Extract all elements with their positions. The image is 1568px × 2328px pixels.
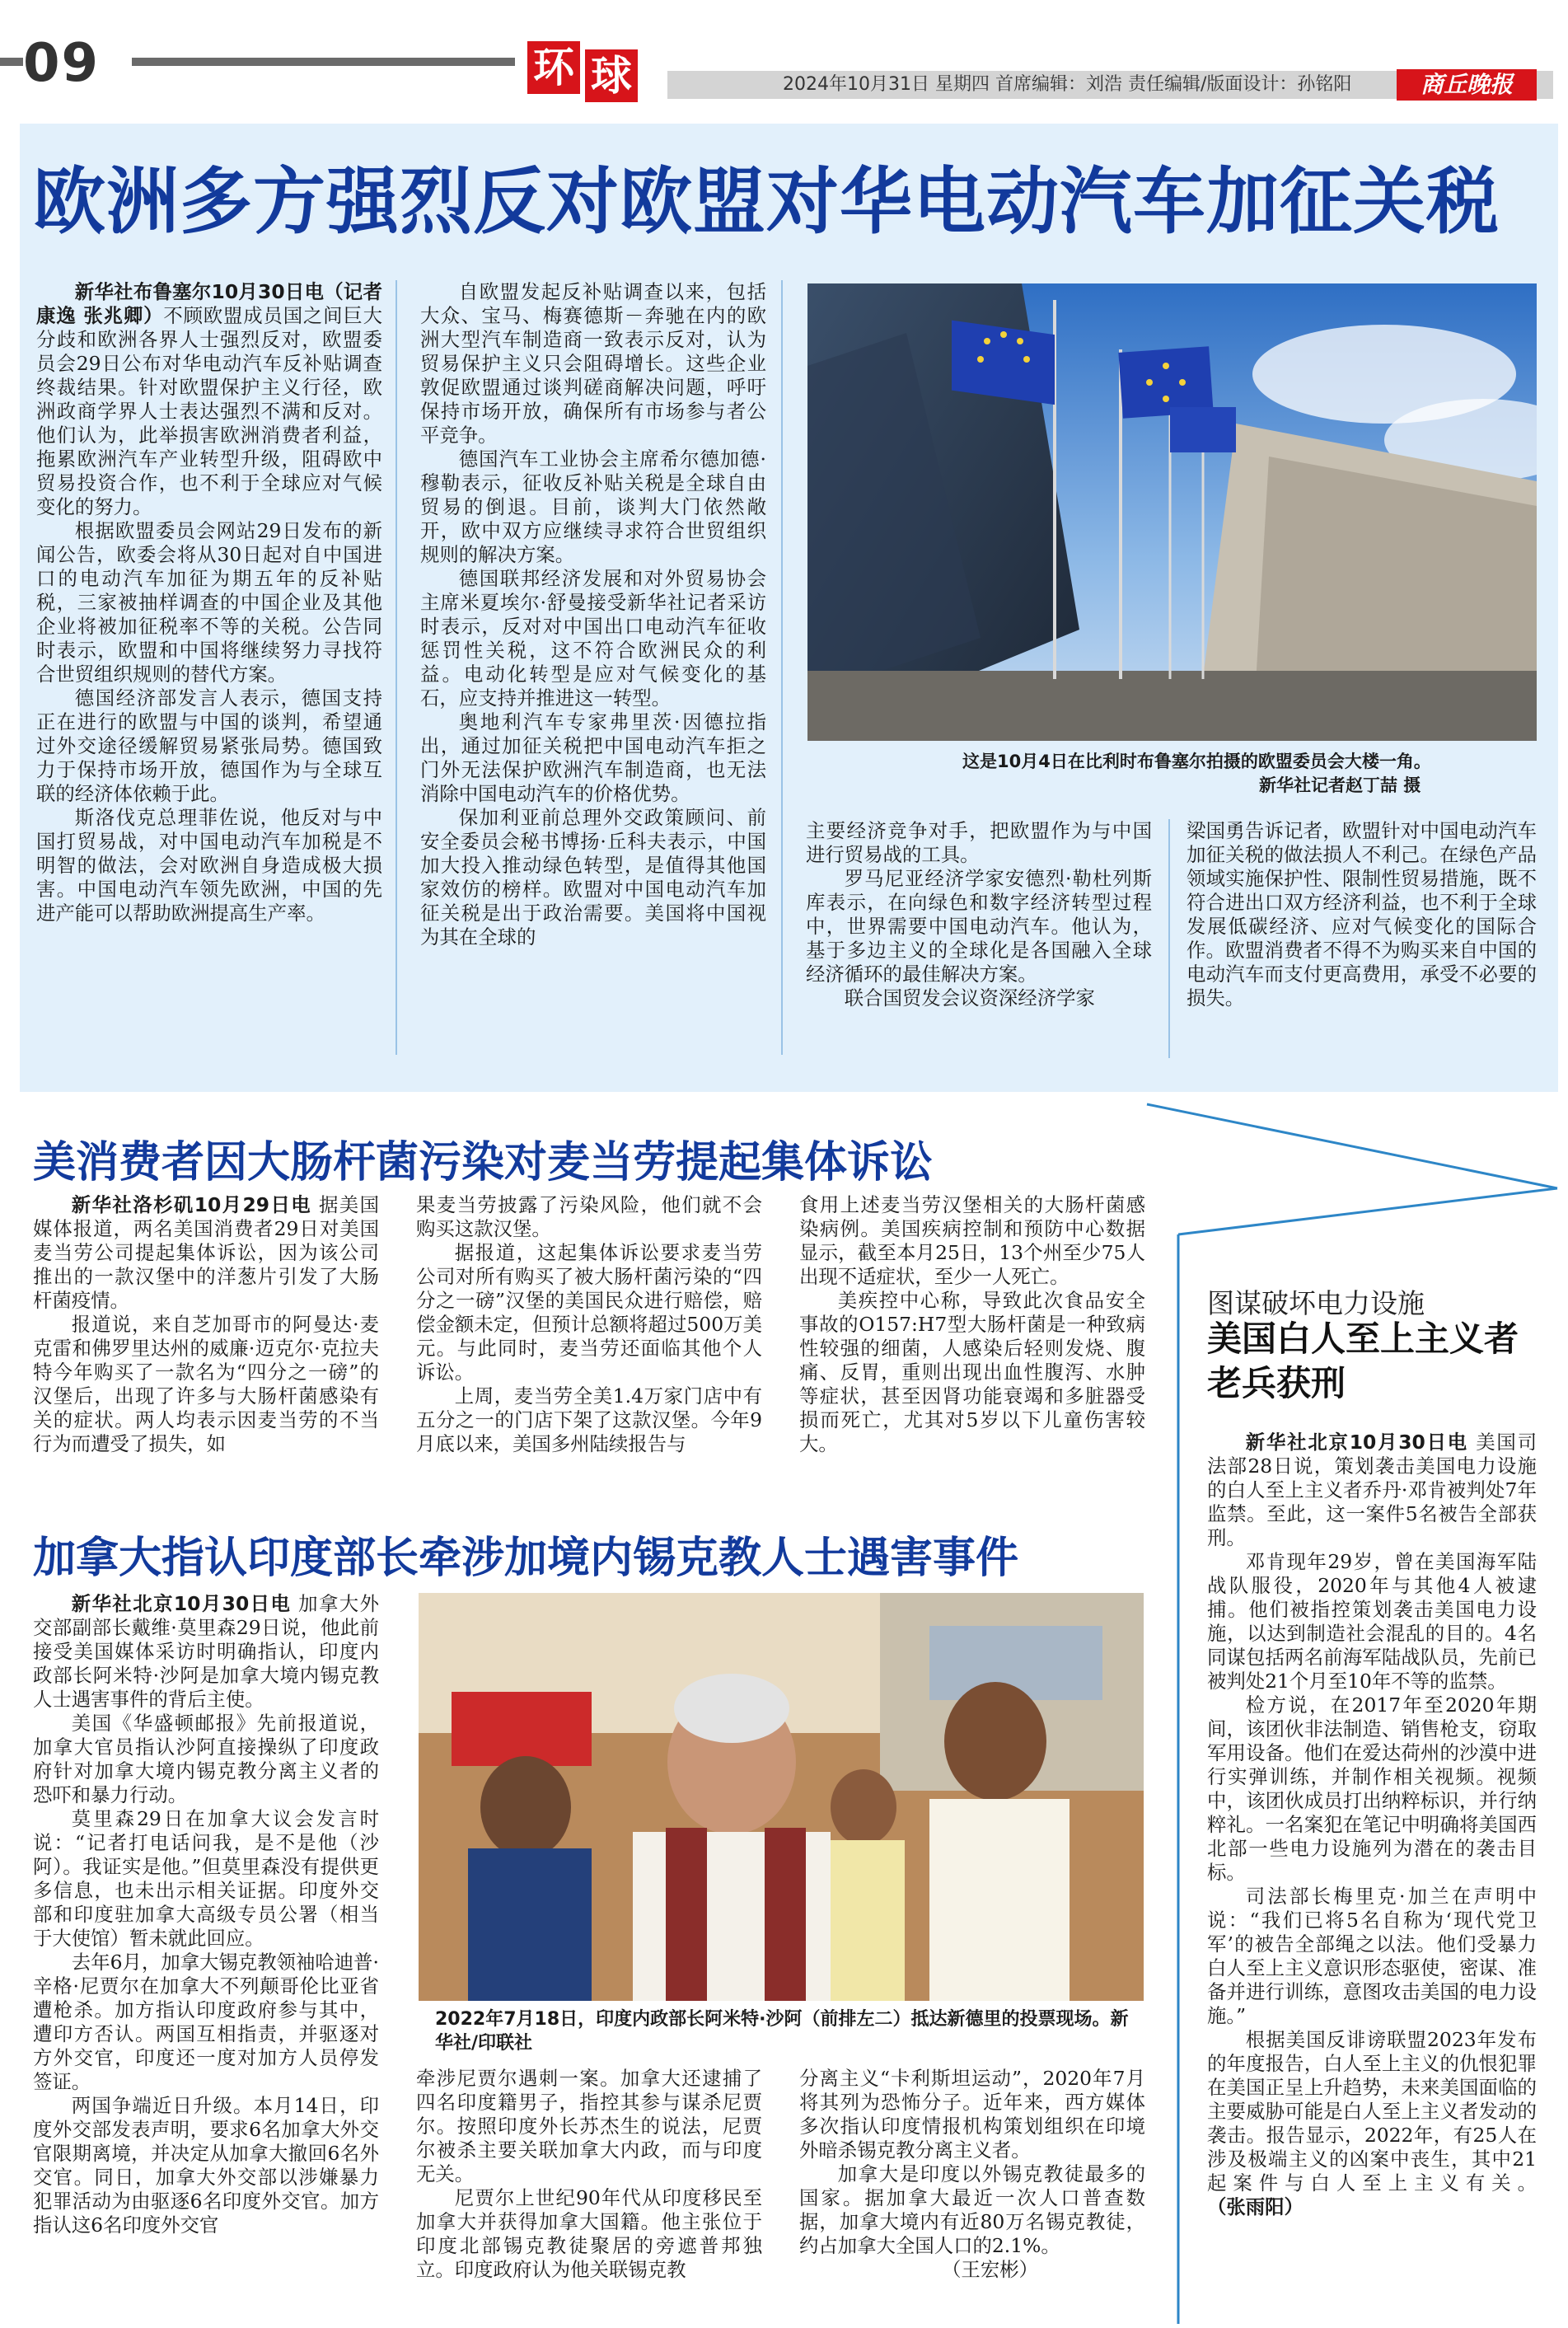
article3-paragraph: 美国《华盛顿邮报》先前报道说，加拿大官员指认沙阿直接操纵了印度政府针对加拿大境内锡克教分离主义者的恐吓和暴力行动。 [33, 1712, 379, 1806]
article1-paragraph: 奥地利汽车专家弗里茨·因德拉指出，通过加征关税把中国电动汽车拒之门外无法保护欧洲汽车制造商，也无法消除中国电动汽车的价格优势。 [420, 710, 766, 805]
article1-paragraph: 德国汽车工业协会主席希尔德加德·穆勒表示，征收反补贴关税是全球自由贸易的倒退。目前，谈判大门依然敞开，欧中双方应继续寻求符合世贸组织规则的解决方案。 [420, 447, 766, 566]
article1-paragraph: 自欧盟发起反补贴调查以来，包括大众、宝马、梅赛德斯－奔驰在内的欧洲大型汽车制造商一致表示反对，认为贸易保护主义只会阻碍增长。这些企业敦促欧盟通过谈判磋商解决问题，呼吁保持市场开放，确保所有市场参与者公平竞争。 [420, 280, 766, 447]
article1-paragraph: 联合国贸发会议资深经济学家 [844, 986, 1095, 1009]
article1-paragraph: 保加利亚前总理外交政策顾问、前安全委员会秘书博扬·丘科夫表示，中国加大投入推动绿色转型，是值得其他国家效仿的榜样。欧盟对中国电动汽车加征关税是出于政治需要。美国将中国视为其在全球的 [420, 806, 766, 949]
headline-line: 老兵获刑 [1207, 1363, 1346, 1403]
article3-paragraph: 牵涉尼贾尔遇刺一案。加拿大还逮捕了四名印度籍男子，指控其参与谋杀尼贾尔。按照印度外长苏杰生的说法，尼贾尔被杀主要关联加拿大内政，而与印度无关。 [416, 2067, 762, 2185]
article1-paragraph: 德国联邦经济发展和对外贸易协会主席米夏埃尔·舒曼接受新华社记者采访时表示，反对对中国出口电动汽车征收惩罚性关税，这不符合欧洲民众的利益。电动化转型是应对气候变化的基石，应支持并推进这一转型。 [420, 567, 766, 710]
article4-paragraph: 检方说，在2017年至2020年期间，该团伙非法制造、销售枪支，窃取军用设备。他们在爱达荷州的沙漠中进行实弹训练，并制作相关视频。视频中，该团伙成员打出纳粹标识，并行纳粹礼。一名案犯在笔记中明确将美国西北部一些电力设施列为潜在的袭击目标。 [1207, 1693, 1537, 1884]
article1-col4 [1187, 819, 1537, 1010]
section-char: 环 [527, 41, 580, 94]
article1-paragraph: 不顾欧盟成员国之间巨大分歧和欧洲各界人士强烈反对，欧盟委员会29日公布对华电动汽车反补贴调查终裁结果。针对欧盟保护主义行径，欧洲政商学界人士表达强烈不满和反对。他们认为，此举损害欧洲消费者利益，拖累欧洲汽车产业转型升级，阻碍欧中贸易投资合作，也不利于全球应对气候变化的努力。 [36, 304, 382, 518]
article4-lead-source: 新华社北京10月30日电 [1245, 1431, 1468, 1454]
article4-paragraph: 美国司法部28日说，策划袭击美国电力设施的白人至上主义者乔丹·邓肯被判处7年监禁。至此，这一案件5名被告全部获刑。 [1207, 1431, 1537, 1549]
article3-paragraph: 去年6月，加拿大锡克教领袖哈迪普·辛格·尼贾尔在加拿大不列颠哥伦比亚省遭枪杀。加方指认印度政府参与其中，遭印方否认。两国互相指责，并驱逐对方外交官，印度还一度对加方人员停发签证。 [33, 1951, 379, 2093]
article1-paragraph: 斯洛伐克总理菲佐说，他反对与中国打贸易战，对中国电动汽车加税是不明智的做法，会对欧洲自身造成极大损害。中国电动汽车领先欧洲，中国的先进产能可以帮助欧洲提高生产率。 [36, 806, 382, 925]
article3-paragraph: 两国争端近日升级。本月14日，印度外交部发表声明，要求6名加拿大外交官限期离境，并决定从加拿大撤回6名外交官。同日，加拿大外交部以涉嫌暴力犯罪活动为由驱逐6名印度外交官。加方指认这6名印度外交官 [33, 2094, 379, 2237]
article3-paragraph: 尼贾尔上世纪90年代从印度移民至加拿大并获得加拿大国籍。他主张位于印度北部锡克教徒聚居的旁遮普邦独立。印度政府认为他关联锡克教 [416, 2186, 762, 2281]
article1-photo-caption [962, 750, 1539, 798]
photo-credit: 新华社记者赵丁喆 摄 [1259, 775, 1421, 795]
header-rule-mid [132, 58, 515, 66]
article2-col1 [33, 1193, 379, 1456]
article4-paragraph: 根据美国反诽谤联盟2023年发布的年度报告，白人至上主义的仇恨犯罪在美国正呈上升趋势，未来美国面临的主要威胁可能是白人至上主义者发动的袭击。报告显示，2022年，有25人在涉及极端主义的凶案中丧生，其中21起案件与白人至上主义有关。 [1207, 2028, 1537, 2195]
article1-col1 [36, 280, 382, 925]
article1-col2 [420, 280, 766, 949]
article4-paragraph: 邓肯现年29岁，曾在美国海军陆战队服役，2020年与其他4人被逮捕。他们被指控策划袭击美国电力设施，以达到制造社会混乱的目的。4名同谋包括两名前海军陆战队员，先前已被判处21个月至10年不等的监禁。 [1207, 1550, 1537, 1693]
header-rule-left [0, 58, 23, 66]
article3-headline: 加拿大指认印度部长牵涉加境内锡克教人士遇害事件 [33, 1534, 1019, 1583]
article1-paragraph: 德国经济部发言人表示，德国支持正在进行的欧盟与中国的谈判，希望通过外交途径缓解贸易紧张局势。德国致力于保持市场开放，德国作为与全球互联的经济体依赖于此。 [36, 686, 382, 805]
article2-paragraph: 报道说，来自芝加哥市的阿曼达·麦克雷和佛罗里达州的威廉·迈克尔·克拉夫特今年购买了一款名为“四分之一磅”的汉堡后，出现了许多与大肠杆菌感染有关的症状。两人均表示因麦当劳的不当行为而遭受了损失，如 [33, 1313, 379, 1455]
article3-photo-caption [435, 2007, 1144, 2055]
article1-paragraph: 主要经济竞争对手，把欧盟作为与中国进行贸易战的工具。 [806, 819, 1152, 866]
article2-paragraph: 果麦当劳披露了污染风险，他们就不会购买这款汉堡。 [416, 1193, 762, 1240]
column-divider [1168, 819, 1170, 1058]
article2-paragraph: 美疾控中心称，导致此次食品安全事故的O157:H7型大肠杆菌是一种致病性较强的细菌，人感染后轻则发烧、腹痛、反胃，重则出现出血性腹泻、水肿等症状，甚至因肾功能衰竭和多脏器受损而死亡，尤其对5岁以下儿童伤害较大。 [799, 1289, 1145, 1455]
article3-col1 [33, 1592, 379, 2237]
article3-paragraph: 分离主义“卡利斯坦运动”，2020年7月将其列为恐怖分子。近年来，西方媒体多次指认印度情报机构策划组织在印境外暗杀锡克教分离主义者。 [799, 2067, 1145, 2162]
header-info: 2024年10月31日 星期四 首席编辑：刘浩 责任编辑/版面设计：孙铭阳 [783, 74, 1352, 95]
article1-headline: 欧洲多方强烈反对欧盟对华电动汽车加征关税 [33, 159, 1500, 244]
article4-body [1207, 1431, 1537, 2219]
article3-paragraph: 莫里森29日在加拿大议会发言时说：“记者打电话问我，是不是他（沙阿）。我证实是他。”但莫里森没有提供更多信息，也未出示相关证据。印度外交部和印度驻加拿大高级专员公署（相当于大使馆）暂未就此回应。 [33, 1807, 379, 1950]
article2-lead-source: 新华社洛杉矶10月29日电 [71, 1193, 312, 1216]
headline-line: 美国白人至上主义者 [1207, 1319, 1519, 1359]
article3-lead-source: 新华社北京10月30日电 [71, 1592, 292, 1615]
page-number: 09 [23, 33, 101, 94]
photo-credit: 新华社/印联社 [435, 2009, 1129, 2054]
article2-headline: 美消费者因大肠杆菌污染对麦当劳提起集体诉讼 [33, 1138, 934, 1187]
section-char: 球 [585, 49, 638, 102]
article1-paragraph: 根据欧盟委员会网站29日发布的新闻公告，欧委会将从30日起对自中国进口的电动汽车加征为期五年的反补贴税，三家被抽样调查的中国企业及其他企业将被加征税率不等的关税。公告同时表示，欧盟和中国将继续努力寻找符合世贸组织规则的替代方案。 [36, 519, 382, 686]
article1-paragraph: 罗马尼亚经济学家安德烈·勒杜列斯库表示，在向绿色和数字经济转型过程中，世界需要中国电动汽车。他认为，基于多边主义的全球化是各国融入全球经济循环的最佳解决方案。 [806, 867, 1152, 986]
article4-kicker: 图谋破坏电力设施 [1207, 1287, 1425, 1319]
column-divider [781, 280, 783, 1055]
article3-paragraph: 加拿大是印度以外锡克教徒最多的国家。据加拿大最近一次人口普查数据，加拿大境内有近80万名锡克教徒，约占加拿大全国人口的2.1%。 [799, 2162, 1145, 2257]
article2-col3 [799, 1193, 1145, 1456]
column-divider [396, 280, 397, 1055]
eu-commission-photo [807, 283, 1537, 741]
article3-paragraph: 加拿大外交部副部长戴维·莫里森29日说，他此前接受美国媒体采访时明确指认，印度内政部长阿米特·沙阿是加拿大境内锡克教人士遇害事件的背后主使。 [33, 1592, 380, 1711]
article1-col3 [806, 819, 1152, 1010]
article2-col2 [416, 1193, 762, 1456]
article3-col2 [416, 2067, 762, 2282]
article1-paragraph: 梁国勇告诉记者，欧盟针对中国电动汽车加征关税的做法损人不利己。在绿色产品领域实施保护性、限制性贸易措施，既不符合进出口双方经济利益，也不利于全球发展低碳经济、应对气候变化的国际合作。欧盟消费者不得不为购买来自中国的电动汽车而支付更高费用，承受不必要的损失。 [1187, 819, 1537, 1009]
caption-text: 2022年7月18日，印度内政部长阿米特·沙阿（前排左二）抵达新德里的投票现场。 [435, 2009, 1111, 2030]
article4-paragraph: 司法部长梅里克·加兰在声明中说：“我们已将5名自称为‘现代党卫军’的被告全部绳之以法。他们受暴力白人至上主义意识形态驱使，密谋、准备并进行训练，意图攻击美国的电力设施。” [1207, 1885, 1537, 2027]
article3-col3 [799, 2067, 1145, 2282]
article2-paragraph: 食用上述麦当劳汉堡相关的大肠杆菌感染病例。美国疾病控制和预防中心数据显示，截至本月25日，13个州至少75人出现不适症状，至少一人死亡。 [799, 1193, 1145, 1288]
article3-byline: （王宏彬） [942, 2258, 1038, 2281]
caption-text: 这是10月4日在比利时布鲁塞尔拍摄的欧盟委员会大楼一角。 [962, 752, 1431, 771]
article2-paragraph: 据美国媒体报道，两名美国消费者29日对美国麦当劳公司提起集体诉讼，因为该公司推出的一款汉堡中的洋葱片引发了大肠杆菌疫情。 [33, 1193, 380, 1312]
article2-paragraph: 据报道，这起集体诉讼要求麦当劳公司对所有购买了被大肠杆菌污染的“四分之一磅”汉堡的美国民众进行赔偿，赔偿金额未定，但预计总额将超过500万美元。与此同时，麦当劳还面临其他个人诉讼。 [416, 1241, 762, 1384]
article4-byline: （张雨阳） [1207, 2195, 1304, 2218]
india-minister-photo [419, 1593, 1144, 2001]
masthead-logo: 商丘晚报 [1397, 69, 1537, 101]
article4-headline [1207, 1317, 1519, 1406]
article2-paragraph: 上周，麦当劳全美1.4万家门店中有五分之一的门店下架了这款汉堡。今年9月底以来，美国多州陆续报告与 [416, 1384, 762, 1455]
article1-lead-source: 新华社布鲁塞尔10月30日电（记者康逸 张兆卿） [36, 280, 382, 327]
section-badge [527, 41, 638, 102]
